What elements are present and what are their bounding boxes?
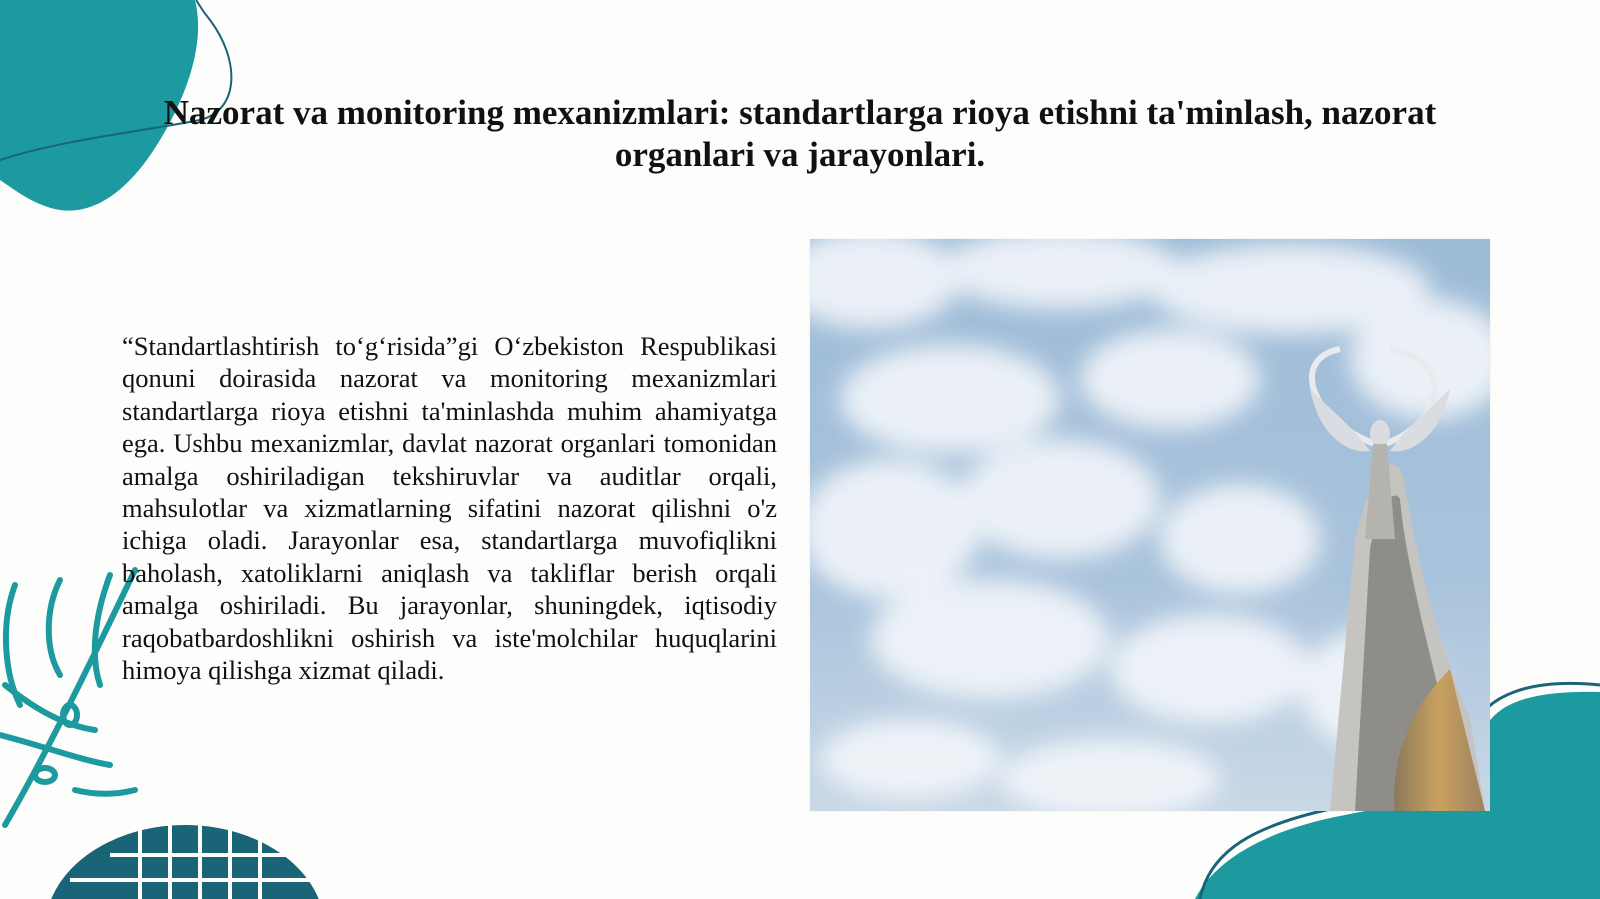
slide-title: Nazorat va monitoring mexanizmlari: standartlarga rioya etishni ta'minlash, nazorat organlari va jarayonlari.	[163, 93, 1437, 174]
monument-photo	[810, 239, 1490, 811]
slide-body-text: “Standartlashtirish to‘g‘risida”gi O‘zbekiston Respublikasi qonuni doirasida nazorat va monitoring mexanizmlari standartlarga rioya etishni ta'minlashda muhim ahamiyatga ega. Ushbu mexanizmlar, davlat nazorat organlari tomonidan amalga oshiriladigan tekshiruvlar va auditlar orqali, mahsulotlar va xizmatlarning sifatini nazorat qilishni o'z ichiga oladi. Jarayonlar esa, standartlarga muvofiqlikni baholash, xatoliklarni aniqlash va takliflar berish orqali amalga oshiriladi. Bu jarayonlar, shuningdek, iqtisodiy raqobatbardoshlikni oshirish va iste'molchilar huquqlarini himoya qilishga xizmat qiladi.	[122, 331, 777, 686]
bottom-left-grid-circle-decoration	[30, 820, 340, 899]
